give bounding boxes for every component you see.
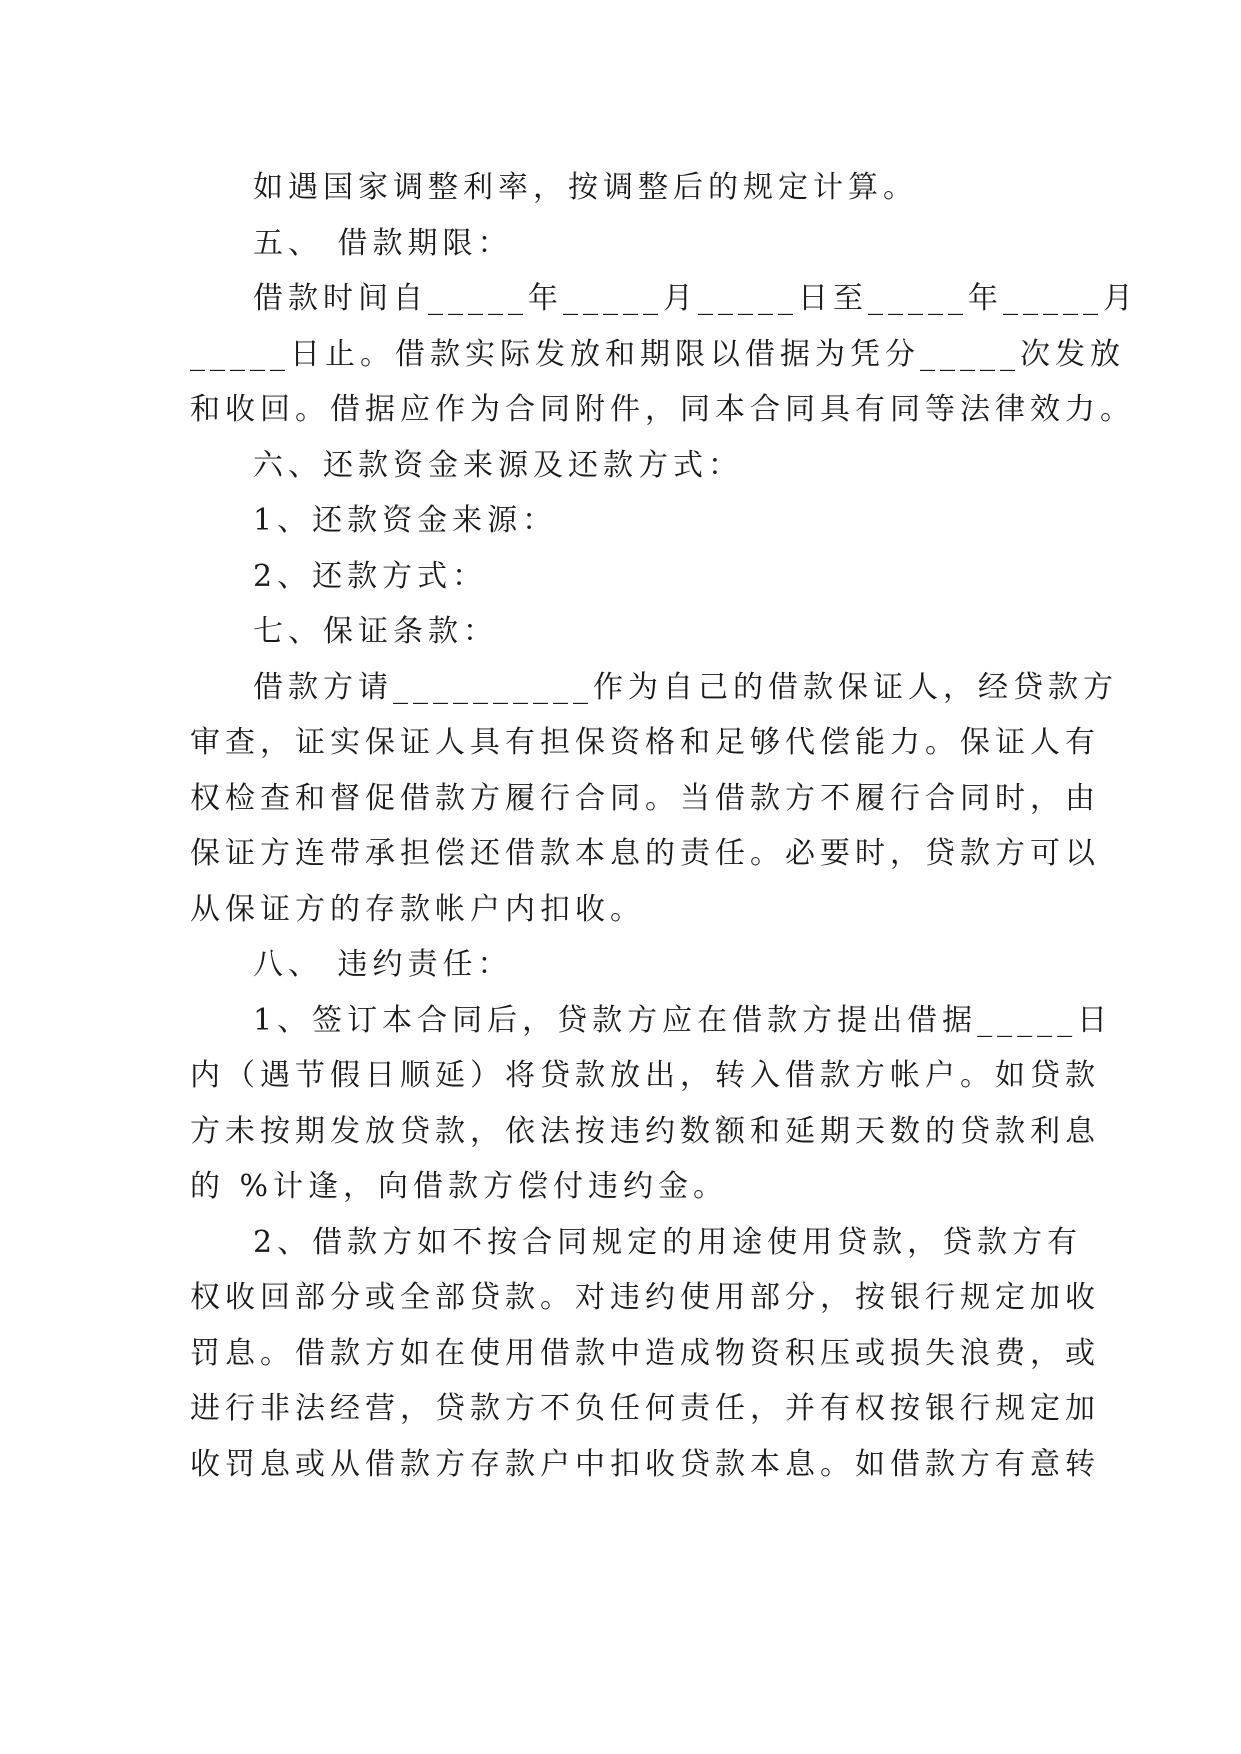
text-line: 2、还款方式： [253,558,488,594]
text-line: 1、还款资金来源： [253,503,558,538]
text-line: 收罚息或从借款方存款户中扣收贷款本息。如借款方有意转 [190,1446,1100,1482]
section-heading: 七、保证条款： [253,614,498,649]
text-line: 审查，证实保证人具有担保资格和足够代偿能力。保证人有 [190,725,1100,760]
text-line: 保证方连带承担偿还借款本息的责任。必要时，贷款方可以 [190,836,1100,871]
section-heading: 五、 借款期限： [253,225,513,261]
text-line: 1、签订本合同后，贷款方应在借款方提出借据_____日 [253,1002,1113,1038]
text-line: 的 %计逢，向借款方偿付违约金。 [190,1169,729,1204]
section-heading: 六、还款资金来源及还款方式： [253,447,743,483]
section-heading: 八、 违约责任： [253,947,513,982]
text-line: 方未按期发放贷款，依法按违约数额和延期天数的贷款利息 [190,1113,1100,1149]
text-line: _____日止。借款实际发放和期限以借据为凭分_____次发放 [190,336,1125,372]
text-line: 权收回部分或全部贷款。对违约使用部分，按银行规定加收 [190,1280,1100,1315]
text-line: 借款方请__________作为自己的借款保证人，经贷款方 [253,669,1118,705]
text-line: 如遇国家调整利率，按调整后的规定计算。 [253,170,918,205]
text-line: 2、借款方如不按合同规定的用途使用贷款，贷款方有 [253,1224,1083,1260]
text-line: 进行非法经营，贷款方不负任何责任，并有权按银行规定加 [190,1391,1100,1426]
text-line: 和收回。借据应作为合同附件，同本合同具有同等法律效力。 [190,392,1135,427]
text-line: 从保证方的存款帐户内扣收。 [190,891,645,927]
text-line: 罚息。借款方如在使用借款中造成物资积压或损失浪费，或 [190,1335,1100,1371]
text-line: 借款时间自_____年_____月_____日至_____年_____月 [253,281,1138,316]
text-line: 权检查和督促借款方履行合同。当借款方不履行合同时，由 [190,780,1100,816]
text-line: 内（遇节假日顺延）将贷款放出，转入借款方帐户。如贷款 [190,1058,1100,1093]
